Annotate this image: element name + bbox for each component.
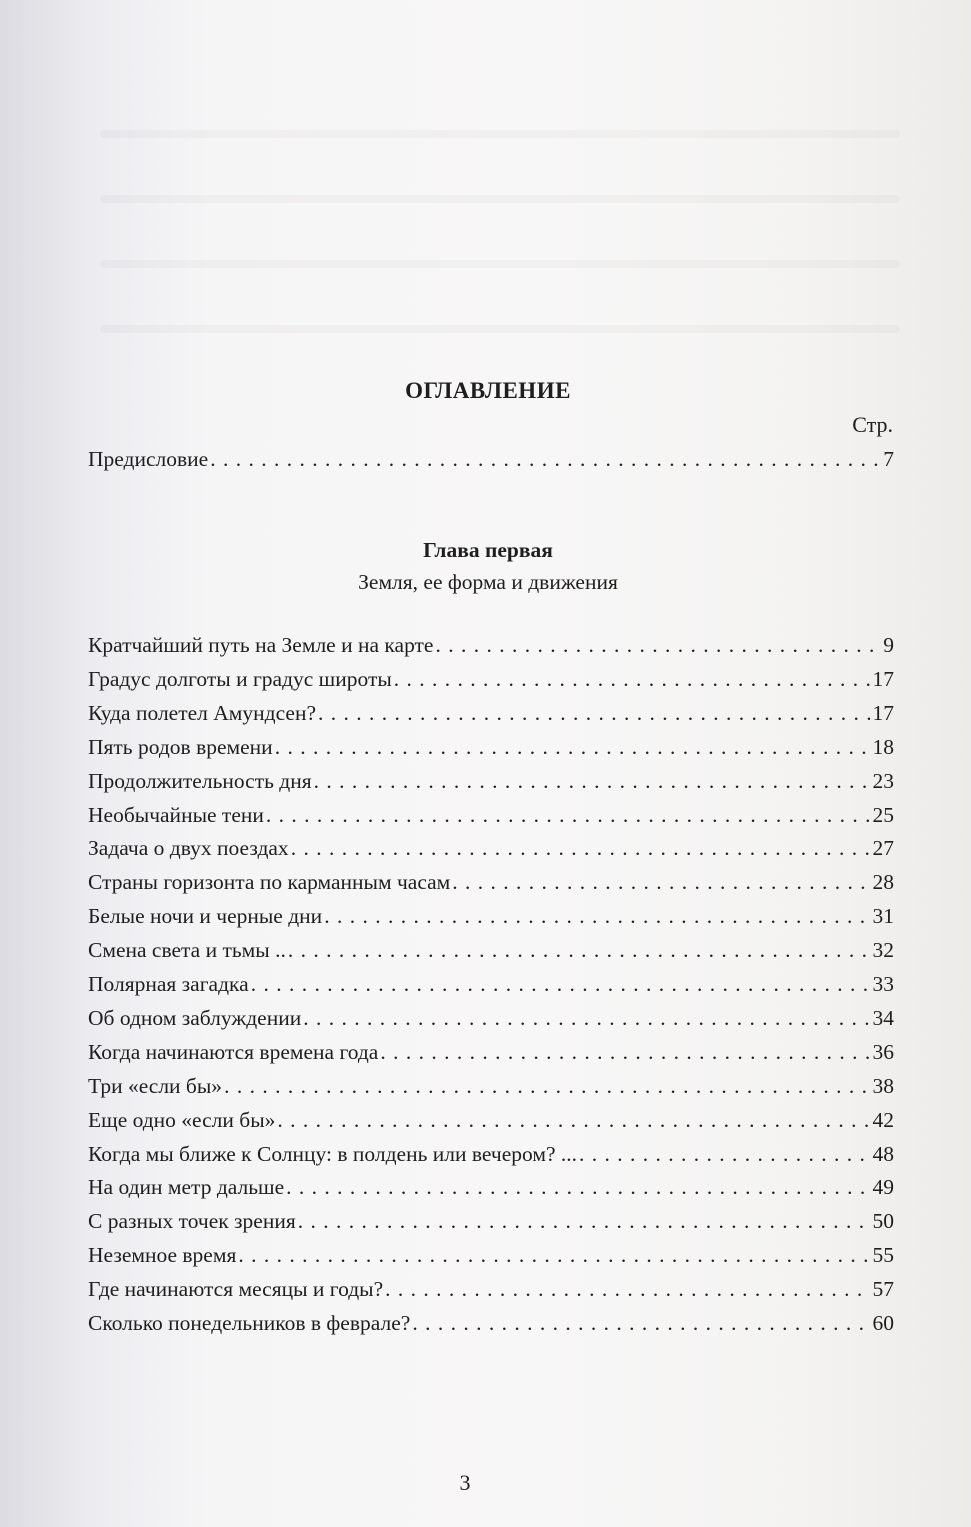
toc-entry-title: Сколько понедельников в феврале? xyxy=(88,1311,411,1335)
toc-entry-title: Когда начинаются времена года xyxy=(88,1039,379,1064)
toc-entry[interactable] xyxy=(88,1006,894,1036)
toc-entry[interactable] xyxy=(88,1074,894,1104)
toc-entry-page: 17 xyxy=(872,700,894,725)
toc-entry-page: 33 xyxy=(872,972,894,996)
leader-dots xyxy=(224,1074,870,1099)
leader-dots xyxy=(251,972,871,997)
toc-entry[interactable] xyxy=(88,1108,894,1138)
toc-entry[interactable] xyxy=(88,836,894,866)
toc-entry[interactable] xyxy=(88,870,894,900)
leader-dots xyxy=(318,701,871,726)
toc-entry[interactable] xyxy=(88,1142,894,1172)
chapter-label: Глава первая xyxy=(423,538,553,562)
toc-entry[interactable] xyxy=(88,1311,894,1341)
leader-dots xyxy=(394,667,871,692)
toc-entry-title: С разных точек зрения xyxy=(88,1209,296,1234)
toc-entry-title: Страны горизонта по карманным часам xyxy=(88,870,451,895)
toc-entry[interactable] xyxy=(88,972,894,1002)
toc-entry[interactable] xyxy=(88,769,894,799)
toc-entry-title: Пять родов времени xyxy=(88,734,273,759)
leader-dots xyxy=(298,1209,871,1234)
toc-entry[interactable] xyxy=(88,633,894,663)
chapter-subtitle: Земля, ее форма и движения xyxy=(358,570,618,594)
toc-entry[interactable] xyxy=(88,1040,894,1070)
toc-entry[interactable] xyxy=(88,1243,894,1273)
leader-dots xyxy=(385,1277,870,1302)
toc-entry-title: Продолжительность дня xyxy=(88,768,312,793)
toc-entry-title: Три «если бы» xyxy=(88,1073,223,1098)
toc-entry-title: Задача о двух поездах xyxy=(88,836,289,861)
leader-dots xyxy=(238,1243,870,1268)
toc-entry-title: Об одном заблуждении xyxy=(88,1005,302,1030)
toc-entry-page: 18 xyxy=(872,734,894,759)
toc-entry-title: Когда мы ближе к Солнцу: в полдень или вечером? ... xyxy=(88,1141,577,1166)
toc-entry[interactable] xyxy=(88,667,894,697)
toc-entry-preface[interactable] xyxy=(88,447,894,477)
toc-entry-title: Белые ночи и черные дни xyxy=(88,904,323,929)
toc-entry-title: На один метр дальше xyxy=(88,1175,285,1200)
leader-dots xyxy=(277,1108,870,1133)
toc-entry-title: Необычайные тени xyxy=(88,802,264,827)
toc-entry-page: 31 xyxy=(872,904,894,929)
toc-entry-page: 50 xyxy=(872,1209,894,1234)
toc-entry-page: 60 xyxy=(872,1311,894,1335)
toc-entry-page: 55 xyxy=(872,1243,894,1268)
leader-dots xyxy=(314,769,871,794)
toc-entry-title: Предисловие xyxy=(88,447,209,471)
leader-dots xyxy=(579,1142,871,1167)
toc-entry-title: Полярная загадка xyxy=(88,972,249,996)
toc-entry[interactable] xyxy=(88,735,894,765)
leader-dots xyxy=(275,735,871,760)
leader-dots xyxy=(324,904,870,929)
page-number: 3 xyxy=(459,1470,471,1495)
show-through-line xyxy=(100,195,900,203)
toc-entry-page: 25 xyxy=(872,802,894,827)
toc-entry-page: 38 xyxy=(872,1073,894,1098)
toc-entry-page: 36 xyxy=(872,1039,894,1064)
toc-entry[interactable] xyxy=(88,803,894,833)
toc-entry[interactable] xyxy=(88,904,894,934)
toc-entry-page: 42 xyxy=(872,1107,894,1132)
show-through-line xyxy=(100,325,900,333)
toc-entry-page: 57 xyxy=(872,1277,894,1302)
toc-entry-title: Где начинаются месяцы и годы? xyxy=(88,1277,384,1302)
toc-entry[interactable] xyxy=(88,1175,894,1205)
toc-entry[interactable] xyxy=(88,1277,894,1307)
leader-dots xyxy=(380,1040,870,1065)
leader-dots xyxy=(435,633,881,658)
toc-entry[interactable] xyxy=(88,938,894,968)
leader-dots xyxy=(288,938,871,963)
toc-entry[interactable] xyxy=(88,1209,894,1239)
leader-dots xyxy=(210,447,881,472)
toc-entry-page: 9 xyxy=(883,633,894,657)
toc-entry[interactable] xyxy=(88,701,894,731)
toc-entry-page: 28 xyxy=(872,870,894,895)
show-through-line xyxy=(100,260,900,268)
toc-entry-page: 17 xyxy=(872,666,894,691)
leader-dots xyxy=(303,1006,870,1031)
toc-entry-page: 23 xyxy=(872,768,894,793)
toc-entry-title: Смена света и тьмы .. xyxy=(88,938,286,963)
toc-entry-title: Градус долготы и градус широты xyxy=(88,666,392,691)
toc-entry-title: Куда полетел Амундсен? xyxy=(88,700,316,725)
toc-entry-page: 27 xyxy=(872,836,894,861)
toc-entry-title: Еще одно «если бы» xyxy=(88,1107,276,1132)
leader-dots xyxy=(266,803,871,828)
leader-dots xyxy=(286,1175,870,1200)
toc-entry-title: Неземное время xyxy=(88,1243,237,1268)
leader-dots xyxy=(291,836,871,861)
pages-column-label: Стр. xyxy=(852,412,893,437)
toc-entry-page: 32 xyxy=(872,938,894,963)
toc-entry-page: 7 xyxy=(883,447,894,471)
toc-entry-page: 34 xyxy=(872,1005,894,1030)
leader-dots xyxy=(452,870,870,895)
show-through-line xyxy=(100,130,900,138)
toc-entry-page: 48 xyxy=(872,1141,894,1166)
toc-entry-page: 49 xyxy=(872,1175,894,1200)
toc-entry-title: Кратчайший путь на Земле и на карте xyxy=(88,633,434,657)
toc-title: ОГЛАВЛЕНИЕ xyxy=(405,378,571,403)
leader-dots xyxy=(412,1311,870,1336)
